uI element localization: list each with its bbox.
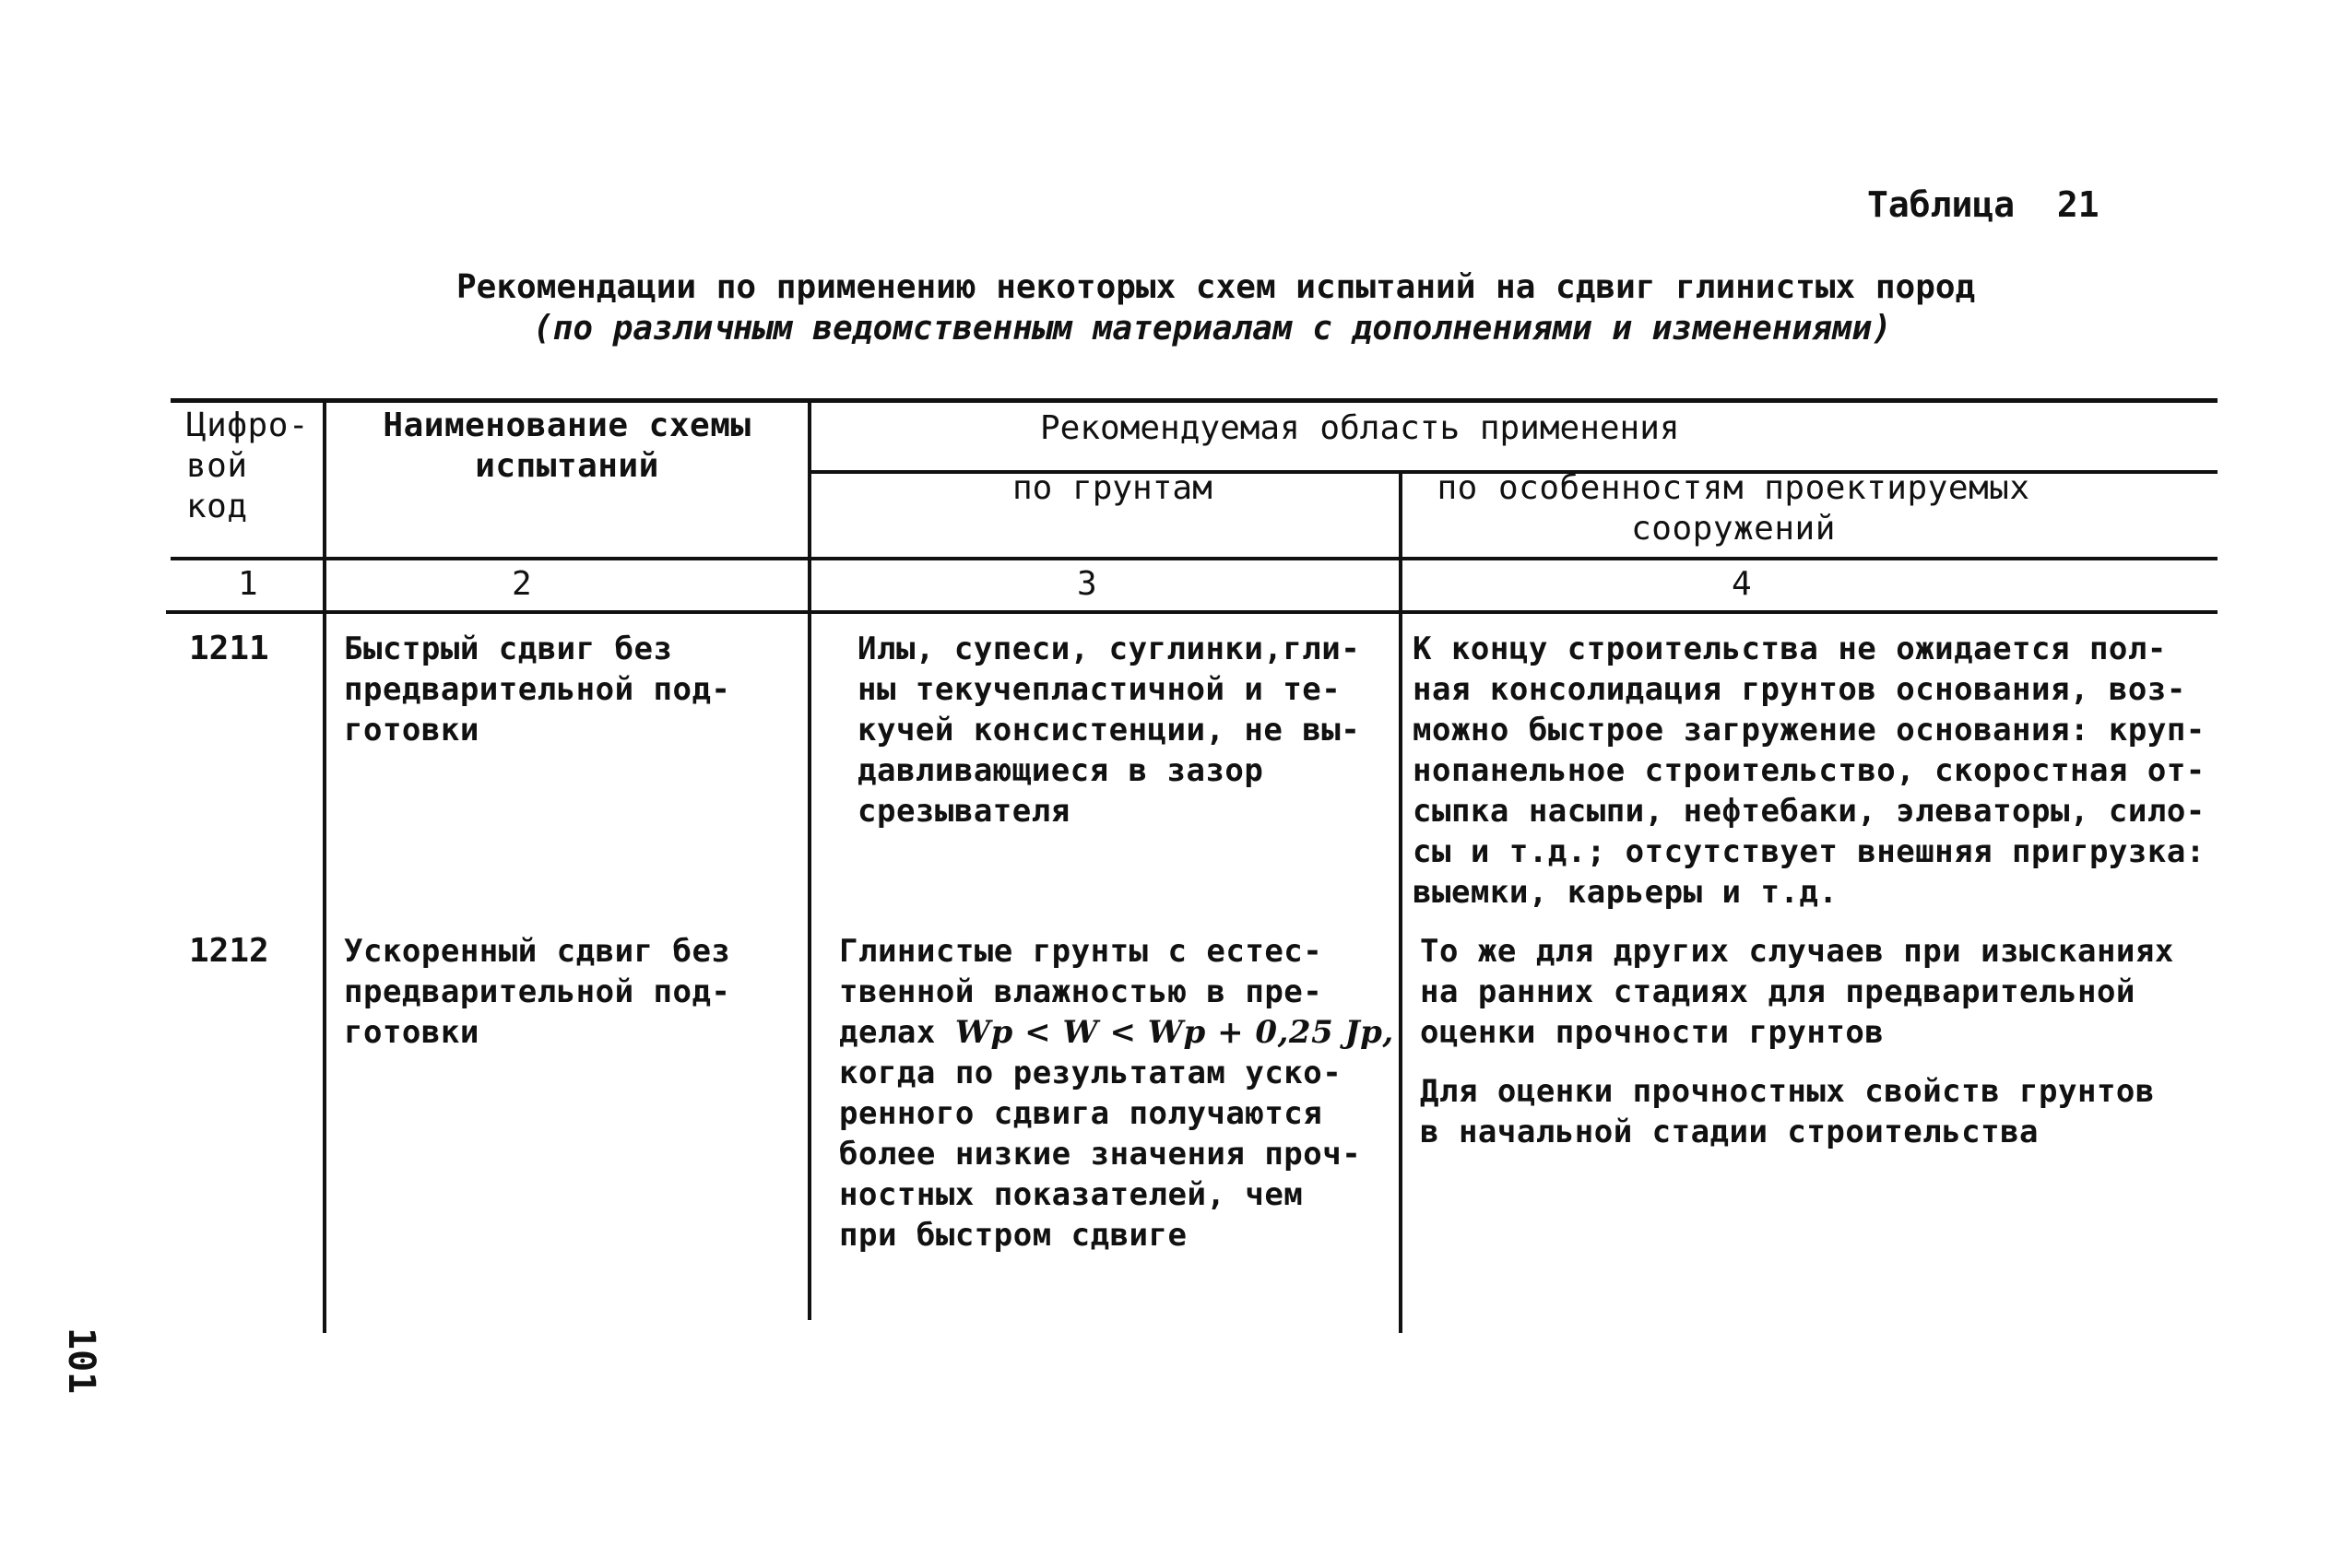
- header-application-area: Рекомендуемая область применения: [1040, 409, 1680, 447]
- plasticity-formula: Wp < W < Wp + 0,25 Jp,: [954, 1014, 1394, 1051]
- table-title-line1: Рекомендации по применению некоторых схем испытаний на сдвиг глинистых пород: [456, 268, 1976, 306]
- table-label: Таблица 21: [1867, 184, 2099, 225]
- row-structures-extra: Для оценки прочностных свойств грунтов в начальной стадии строительства: [1420, 1073, 2155, 1150]
- col-divider-1: [323, 398, 326, 1333]
- table-numbers-bottom-rule: [166, 610, 2218, 614]
- header-scheme-name: Наименование схемы испытаний: [383, 407, 751, 485]
- row-code: 1212: [189, 932, 269, 970]
- col-number-2: 2: [512, 565, 532, 603]
- row-scheme-name: Быстрый сдвиг без предварительной под- готовки: [344, 631, 731, 749]
- header-by-structures: по особенностям проектируемых сооружений: [1437, 469, 2030, 548]
- row-code: 1211: [189, 630, 269, 667]
- table-top-rule: [171, 398, 2218, 403]
- col-divider-2: [808, 398, 811, 1320]
- header-by-soils: по грунтам: [1012, 469, 1212, 507]
- col-number-1: 1: [238, 565, 258, 603]
- col-number-3: 3: [1077, 565, 1097, 603]
- page-number: 101: [60, 1327, 102, 1395]
- col-divider-3: [1399, 472, 1402, 1333]
- row-structures: К концу строительства не ожидается пол- ная консолидация грунтов основания, воз- можно быстрое загружение основания: круп- нопанельное строительство, скоростная от- сыпка насыпи, нефтебаки, элеваторы, сило- сы и т.д.; отсутствует внешняя пригрузка: выемки, карьеры и т.д.: [1413, 631, 2206, 911]
- row-scheme-name: Ускоренный сдвиг без предварительной под- готовки: [344, 933, 731, 1051]
- col-number-4: 4: [1732, 565, 1752, 603]
- row-soils: Глинистые грунты с естес- твенной влажностью в пре- делах Wp < W < Wp + 0,25 Jp, когда по результатам уско- ренного сдвига получаются более низкие значения проч- ностных показателей, чем при быстром сдвиге: [839, 933, 1394, 1254]
- row-soils: Илы, супеси, суглинки,гли- ны текучепластичной и те- кучей консистенции, не вы- давливающиеся в зазор срезывателя: [857, 631, 1361, 830]
- row-structures: То же для других случаев при изысканиях на ранних стадиях для предварительной оценки прочности грунтов: [1420, 933, 2174, 1051]
- soils-formula-line: делах Wp < W < Wp + 0,25 Jp,: [839, 1014, 1394, 1051]
- header-code: Цифро- вой код: [186, 407, 310, 525]
- table-header-bottom-rule: [171, 557, 2218, 560]
- table-title-line2: (по различным ведомственным материалам с дополнениями и изменениями): [533, 310, 1892, 348]
